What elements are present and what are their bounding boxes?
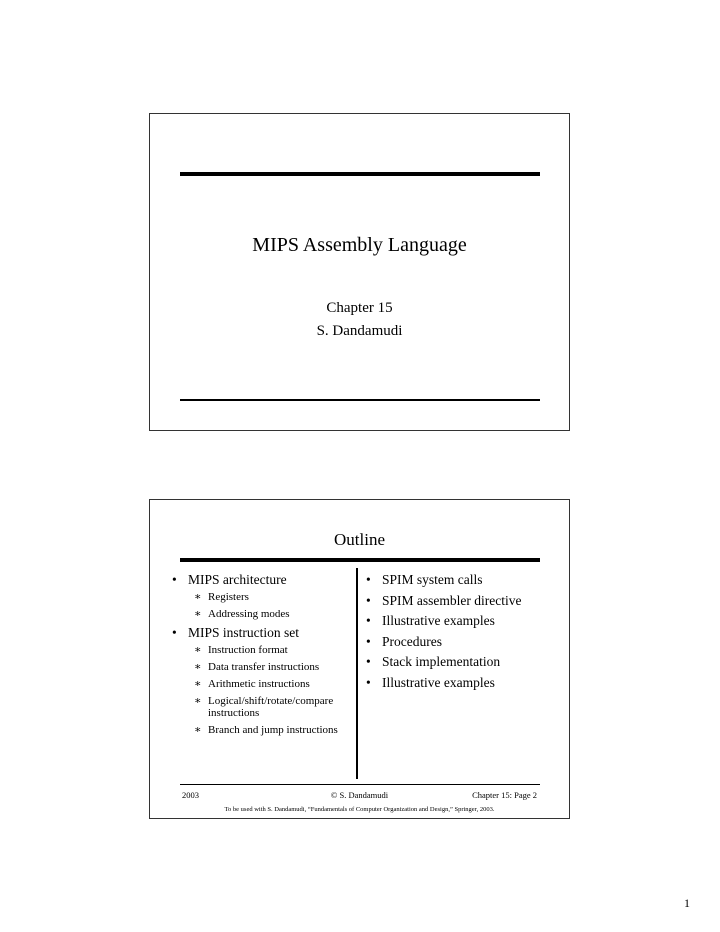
outline-sub-bullet: ∗ Branch and jump instructions (168, 724, 358, 736)
outline-right-column (362, 572, 562, 695)
outline-bullet: • Stack implementation (362, 654, 562, 670)
outline-slide (149, 499, 570, 819)
outline-sub-bullet: ∗ Logical/shift/rotate/compare instructions (168, 695, 358, 719)
top-rule (180, 172, 540, 176)
footer-page: Chapter 15: Page 2 (472, 790, 537, 800)
outline-sub-bullet: ∗ Arithmetic instructions (168, 678, 358, 690)
footer-rule (180, 784, 540, 785)
title-slide (149, 113, 570, 431)
outline-sub-bullet: ∗ Instruction format (168, 644, 358, 656)
outline-bullet: • Illustrative examples (362, 675, 562, 691)
outline-top-rule (180, 558, 540, 562)
footer-year: 2003 (182, 790, 199, 800)
footer-note: To be used with S. Dandamudi, “Fundamentals of Computer Organization and Design,” Springer, 2003. (224, 806, 495, 813)
outline-bullet: • SPIM assembler directive (362, 593, 562, 609)
outline-bullet: • MIPS instruction set (168, 625, 358, 641)
outline-sub-bullet: ∗ Addressing modes (168, 608, 358, 620)
outline-bullet: • Illustrative examples (362, 613, 562, 629)
footer-copyright: © S. Dandamudi (330, 790, 389, 800)
page-number: 1 (684, 896, 690, 910)
outline-bullet: • MIPS architecture (168, 572, 358, 588)
bottom-rule (180, 399, 540, 401)
column-divider (356, 568, 358, 779)
chapter-label: Chapter 15 (326, 300, 393, 316)
outline-bullet: • SPIM system calls (362, 572, 562, 588)
slide-title: MIPS Assembly Language (252, 234, 467, 256)
outline-bullet: • Procedures (362, 634, 562, 650)
outline-title: Outline (334, 530, 385, 549)
outline-sub-bullet: ∗ Registers (168, 591, 358, 603)
author-name: S. Dandamudi (316, 323, 403, 339)
outline-left-column (168, 572, 358, 741)
outline-sub-bullet: ∗ Data transfer instructions (168, 661, 358, 673)
